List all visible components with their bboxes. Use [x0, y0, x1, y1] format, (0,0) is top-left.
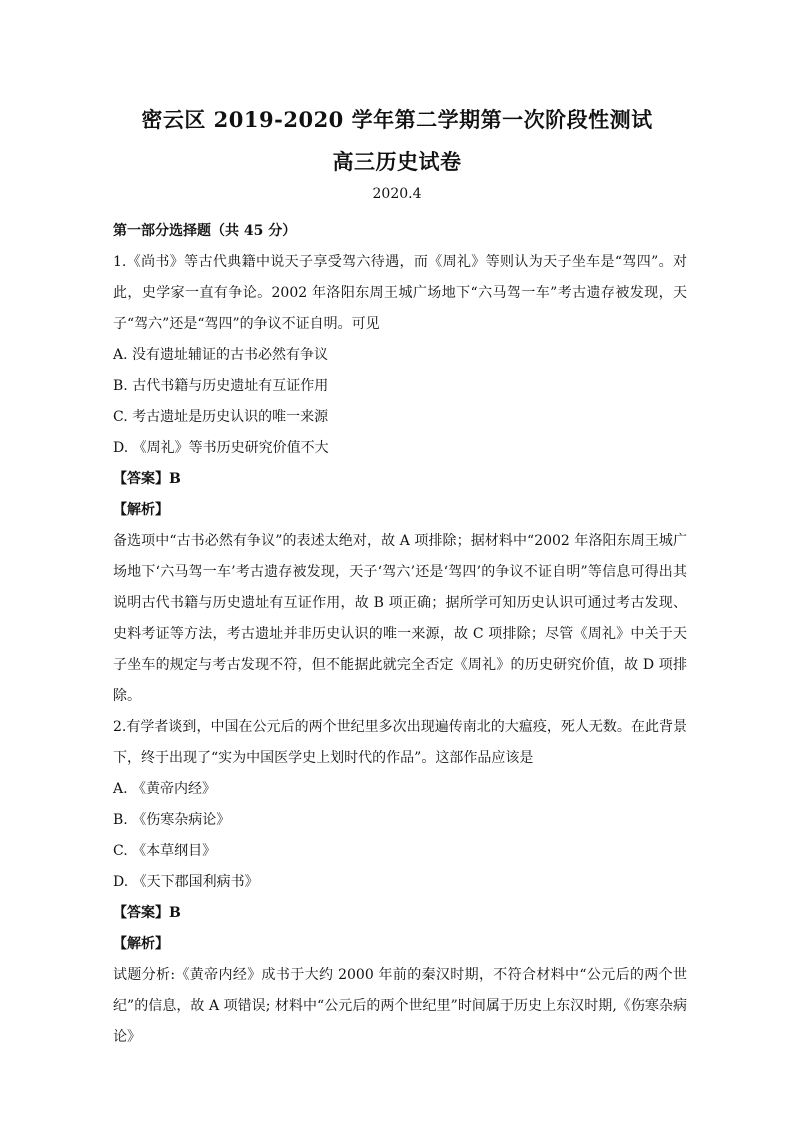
document-body — [113, 216, 687, 1053]
question-2-stem: 2.有学者谈到，中国在公元后的两个世纪里多次出现遍传南北的大瘟疫，死人无数。在此背景下，终于出现了“实为中国医学史上划时代的作品”。这部作品应该是 — [113, 719, 687, 766]
section-heading: 第一部分选择题（共 45 分） — [113, 223, 297, 239]
question-2-analysis: 试题分析:《黄帝内经》成书于大约 2000 年前的秦汉时期，不符合材料中“公元后的两个世纪”的信息，故 A 项错误; 材料中“公元后的两个世纪里”时间属于历史上东汉时期,《伤寒杂病论》 — [113, 967, 687, 1045]
question-1-answer: 【答案】B — [113, 471, 181, 487]
exam-date: 2020.4 — [372, 186, 422, 202]
question-2-option-a: A. 《黄帝内经》 — [113, 781, 217, 797]
question-1-option-b: B. 古代书籍与历史遗址有互证作用 — [113, 378, 329, 394]
question-1-analysis: 备选项中“古书必然有争议”的表述太绝对，故 A 项排除；据材料中“2002 年洛阳东周王城广场地下‘六马驾一车’考古遗存被发现，天子‘驾六’还是‘驾四’的争议不证自明”等信息可得出其说明古代书籍与历史遗址有互证作用，故 B 项正确；据所学可知历史认识可通过考古发现、史料考证等方法，考古遗址并非历史认识的唯一来源，故 C 项排除；尽管《周礼》中关于天子坐车的规定与考古发现不符，但不能据此就完全否定《周礼》的历史研究价值，故 D 项排除。 — [113, 533, 687, 704]
question-2-option-c: C. 《本草纲目》 — [113, 843, 217, 859]
exam-title: 密云区 2019-2020 学年第二学期第一次阶段性测试 — [141, 107, 653, 132]
question-1-option-c: C. 考古遗址是历史认识的唯一来源 — [113, 409, 329, 425]
question-1-option-d: D. 《周礼》等书历史研究价值不大 — [113, 440, 329, 456]
question-2-option-b: B. 《伤寒杂病论》 — [113, 812, 231, 828]
question-2-analysis-label: 【解析】 — [113, 936, 169, 952]
question-1-stem: 1.《尚书》等古代典籍中说天子享受驾六待遇，而《周礼》等则认为天子坐车是“驾四”。对此，史学家一直有争论。2002 年洛阳东周王城广场地下“六马驾一车”考古遗存被发现，天子“驾六”还是“驾四”的争议不证自明。可见 — [113, 254, 687, 332]
question-2-answer: 【答案】B — [113, 905, 181, 921]
question-1-analysis-label: 【解析】 — [113, 502, 169, 518]
question-2-option-d: D. 《天下郡国利病书》 — [113, 874, 259, 890]
exam-subtitle: 高三历史试卷 — [332, 149, 462, 174]
question-1-option-a: A. 没有遗址辅证的古书必然有争议 — [113, 347, 329, 363]
